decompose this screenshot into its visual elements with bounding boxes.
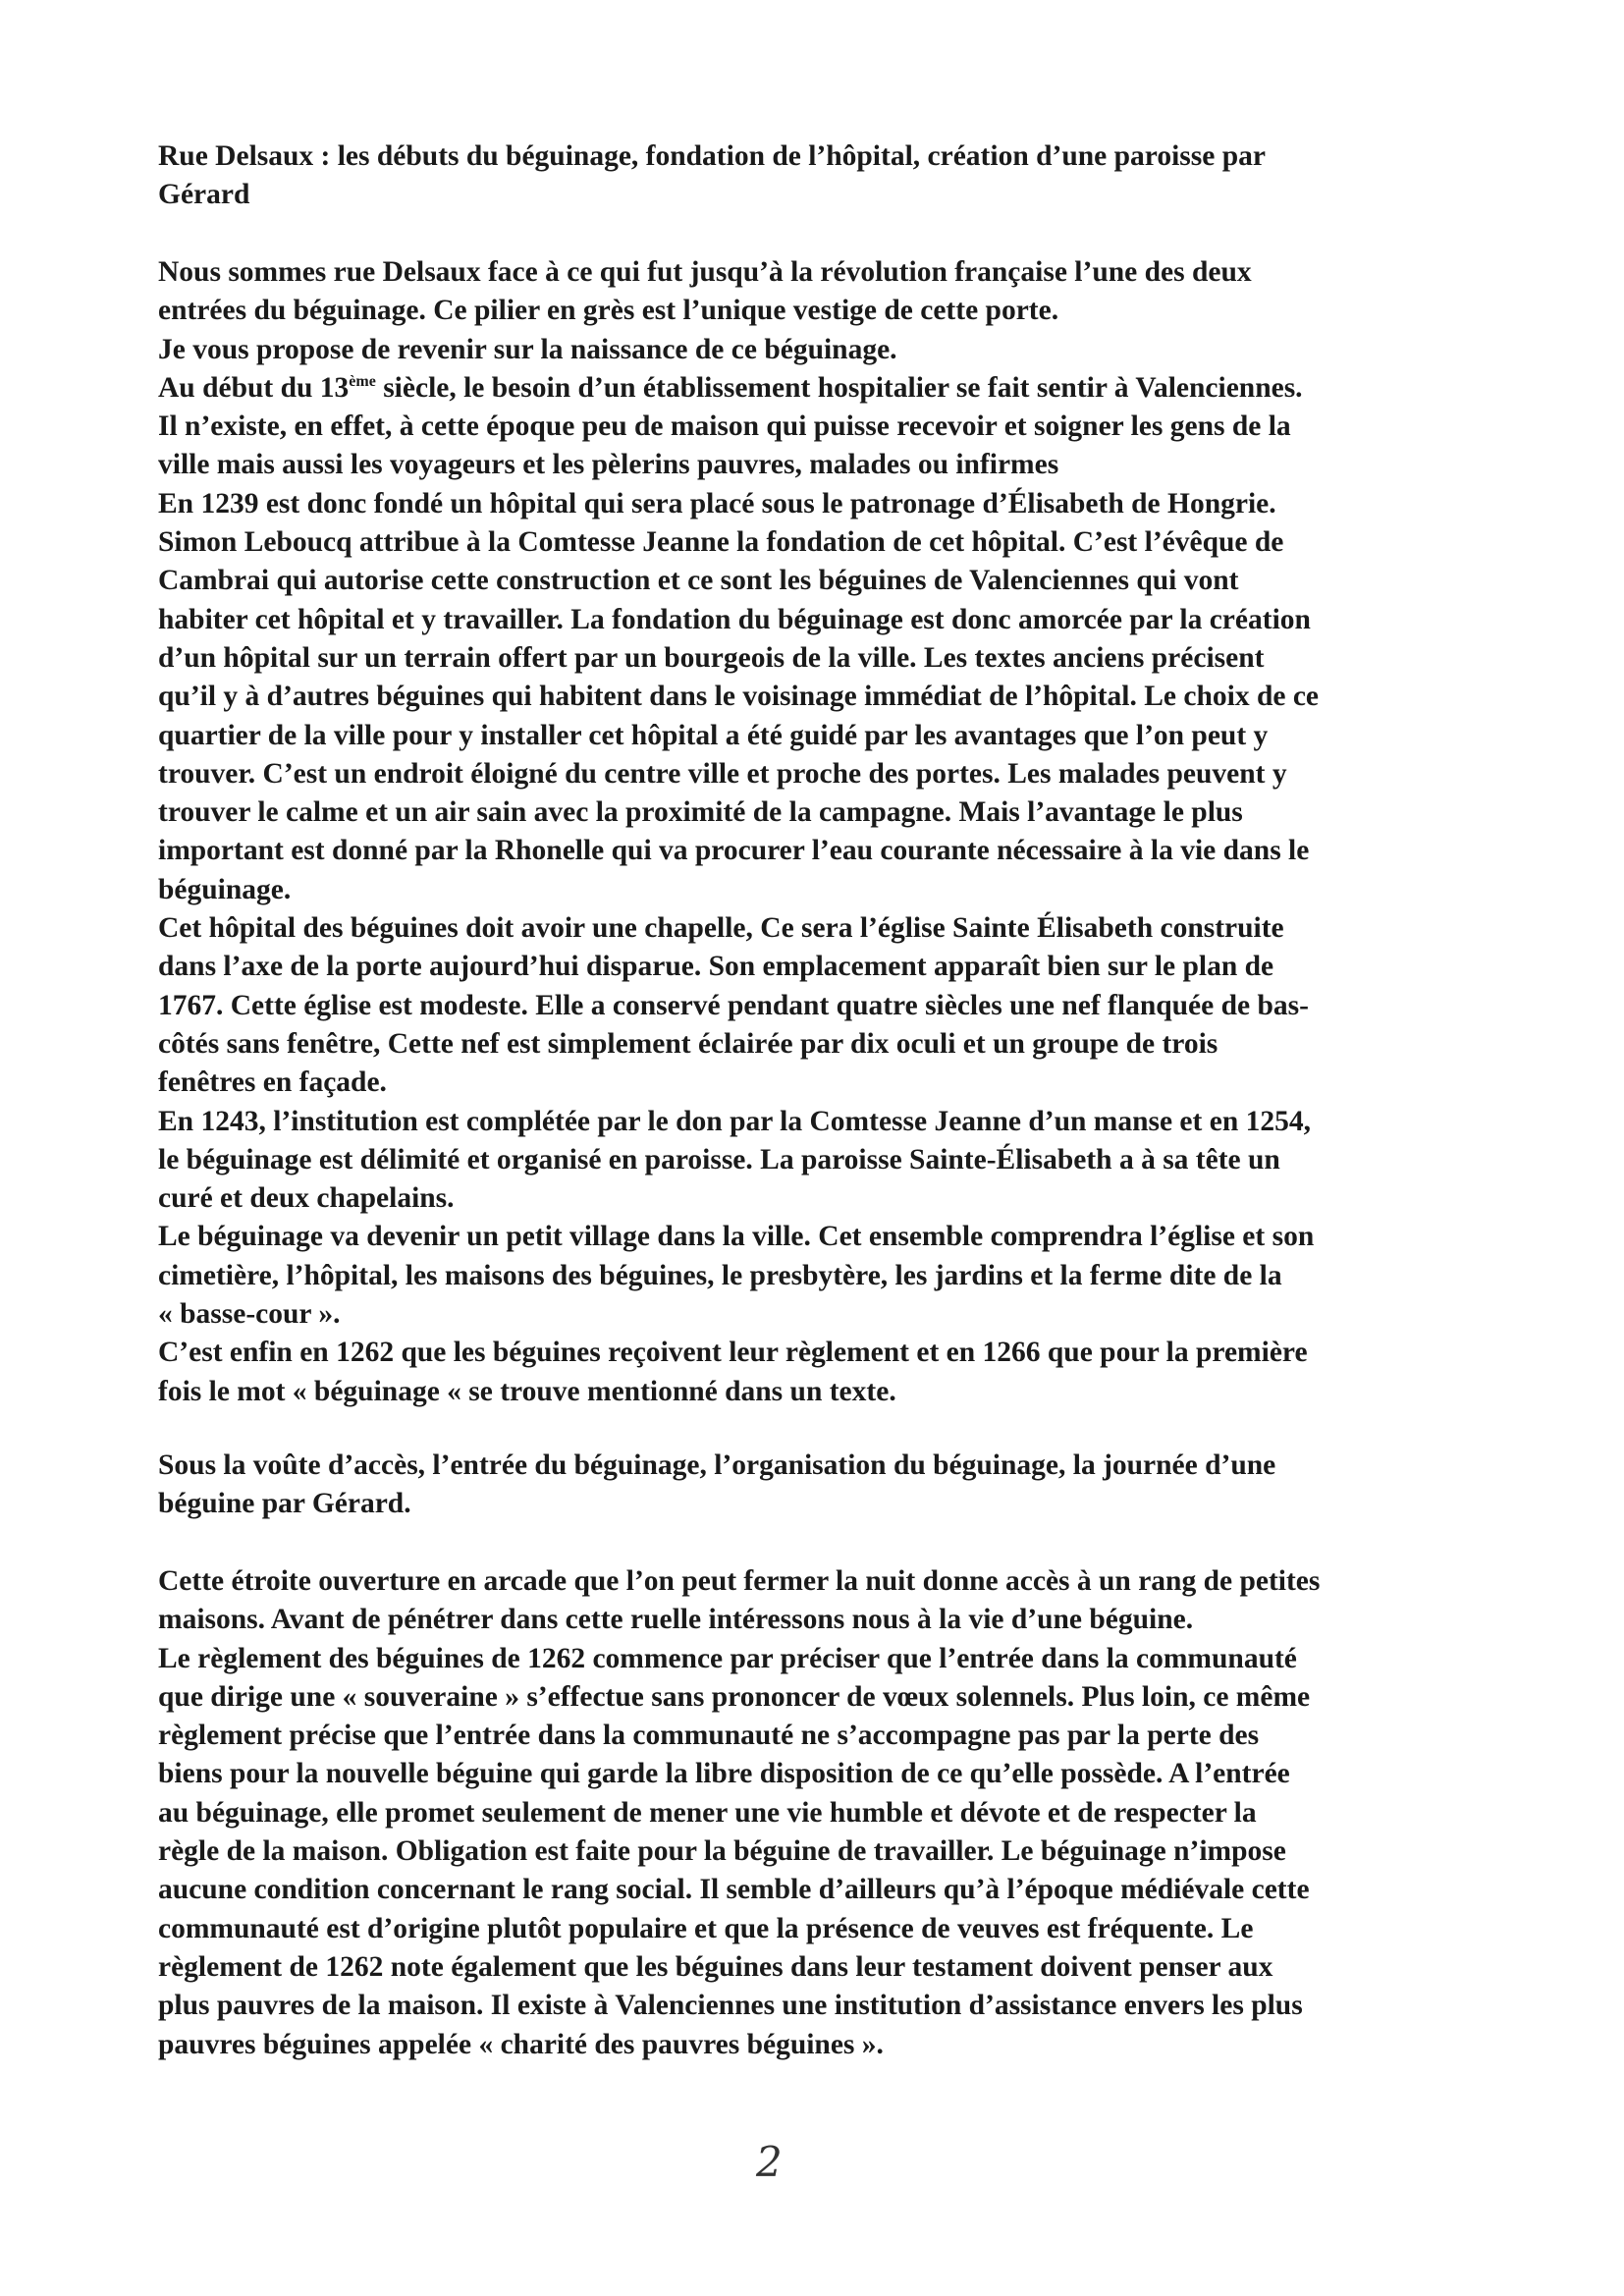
text-line: Cambrai qui autorise cette construction et ce sont les béguines de Valenciennes qui vont: [158, 565, 1239, 597]
text-line: C’est enfin en 1262 que les béguines reçoivent leur règlement et en 1266 que pour la première: [158, 1337, 1308, 1369]
text-line: curé et deux chapelains.: [158, 1182, 455, 1215]
text-line: fois le mot « béguinage « se trouve mentionné dans un texte.: [158, 1375, 896, 1407]
text-line: béguinage.: [158, 873, 292, 905]
section-2-heading: [158, 1447, 1503, 1524]
text-line: biens pour la nouvelle béguine qui garde la libre disposition de ce qu’elle possède. A l’entrée: [158, 1758, 1290, 1790]
section-2-body: [158, 1562, 1503, 2064]
text-line: En 1239 est donc fondé un hôpital qui sera placé sous le patronage d’Élisabeth de Hongrie.: [158, 487, 1276, 519]
text-line: quartier de la ville pour y installer cet hôpital a été guidé par les avantages que l’on peut y: [158, 719, 1269, 751]
text-line: fenêtres en façade.: [158, 1066, 387, 1099]
text-line: Au début du 13ème siècle, le besoin d’un établissement hospitalier se fait sentir à Valenciennes.: [158, 371, 1303, 404]
text-line: Cet hôpital des béguines doit avoir une chapelle, Ce sera l’église Sainte Élisabeth construite: [158, 912, 1284, 945]
text-line: Il n’existe, en effet, à cette époque peu de maison qui puisse recevoir et soigner les gens de la: [158, 410, 1291, 443]
section-1-body: [158, 253, 1503, 1411]
text-line: trouver le calme et un air sain avec la proximité de la campagne. Mais l’avantage le plus: [158, 796, 1243, 829]
text-line: règle de la maison. Obligation est faite pour la béguine de travailler. Le béguinage n’impose: [158, 1835, 1286, 1868]
text-line: En 1243, l’institution est complétée par le don par la Comtesse Jeanne d’un manse et en 1254,: [158, 1105, 1311, 1137]
heading-line: Sous la voûte d’accès, l’entrée du béguinage, l’organisation du béguinage, la journée d’une: [158, 1449, 1276, 1481]
text-line: dans l’axe de la porte aujourd’hui disparue. Son emplacement apparaît bien sur le plan de: [158, 951, 1274, 983]
text-line: qu’il y à d’autres béguines qui habitent dans le voisinage immédiat de l’hôpital. Le choix de ce: [158, 681, 1320, 713]
text-line: ville mais aussi les voyageurs et les pèlerins pauvres, malades ou infirmes: [158, 449, 1059, 481]
section-1-heading: [158, 137, 1503, 215]
text-line: que dirige une « souveraine » s’effectue sans prononcer de vœux solennels. Plus loin, ce même: [158, 1680, 1311, 1713]
text-line: le béguinage est délimité et organisé en paroisse. La paroisse Sainte-Élisabeth a à sa tête un: [158, 1143, 1280, 1175]
text-line: Simon Leboucq attribue à la Comtesse Jeanne la fondation de cet hôpital. C’est l’évêque de: [158, 526, 1284, 559]
text-line: Je vous propose de revenir sur la naissance de ce béguinage.: [158, 333, 897, 365]
text-line: règlement de 1262 note également que les béguines dans leur testament doivent penser aux: [158, 1950, 1273, 1983]
text-line: entrées du béguinage. Ce pilier en grès est l’unique vestige de cette porte.: [158, 295, 1059, 327]
text-line: important est donné par la Rhonelle qui va procurer l’eau courante nécessaire à la vie dans le: [158, 835, 1310, 867]
text-line: habiter cet hôpital et y travailler. La fondation du béguinage est donc amorcée par la création: [158, 603, 1311, 635]
text-line: pauvres béguines appelée « charité des pauvres béguines ».: [158, 2028, 884, 2060]
text-line: aucune condition concernant le rang social. Il semble d’ailleurs qu’à l’époque médiévale cette: [158, 1874, 1310, 1906]
text-line: règlement précise que l’entrée dans la communauté ne s’accompagne pas par la perte des: [158, 1720, 1260, 1752]
heading-line: béguine par Gérard.: [158, 1488, 411, 1520]
text-line: côtés sans fenêtre, Cette nef est simplement éclairée par dix oculi et un groupe de trois: [158, 1027, 1218, 1060]
text-line: 1767. Cette église est modeste. Elle a conservé pendant quatre siècles une nef flanquée de bas-: [158, 989, 1309, 1021]
text-line: trouver. C’est un endroit éloigné du centre ville et proche des portes. Les malades peuvent y: [158, 757, 1287, 790]
text-line: Le béguinage va devenir un petit village dans la ville. Cet ensemble comprendra l’église et son: [158, 1221, 1315, 1253]
text-line: Cette étroite ouverture en arcade que l’on peut fermer la nuit donne accès à un rang de petites: [158, 1565, 1321, 1597]
heading-line: Rue Delsaux : les débuts du béguinage, fondation de l’hôpital, création d’une paroisse par: [158, 140, 1266, 172]
text-line: communauté est d’origine plutôt populaire et que la présence de veuves est fréquente. Le: [158, 1912, 1254, 1944]
heading-line: Gérard: [158, 179, 250, 211]
text-line: d’un hôpital sur un terrain offert par un bourgeois de la ville. Les textes anciens précisent: [158, 641, 1265, 674]
text-line: maisons. Avant de pénétrer dans cette ruelle intéressons nous à la vie d’une béguine.: [158, 1604, 1194, 1636]
text-line: Nous sommes rue Delsaux face à ce qui fut jusqu’à la révolution française l’une des deux: [158, 256, 1252, 288]
text-line: plus pauvres de la maison. Il existe à Valenciennes une institution d’assistance envers les plus: [158, 1990, 1303, 2022]
text-line: Le règlement des béguines de 1262 commence par préciser que l’entrée dans la communauté: [158, 1642, 1297, 1674]
page-number: 2: [756, 2138, 783, 2186]
text-line: cimetière, l’hôpital, les maisons des béguines, le presbytère, les jardins et la ferme dite de la: [158, 1259, 1282, 1291]
text-line: au béguinage, elle promet seulement de mener une vie humble et dévote et de respecter la: [158, 1796, 1257, 1829]
text-line: « basse-cour ».: [158, 1298, 341, 1331]
